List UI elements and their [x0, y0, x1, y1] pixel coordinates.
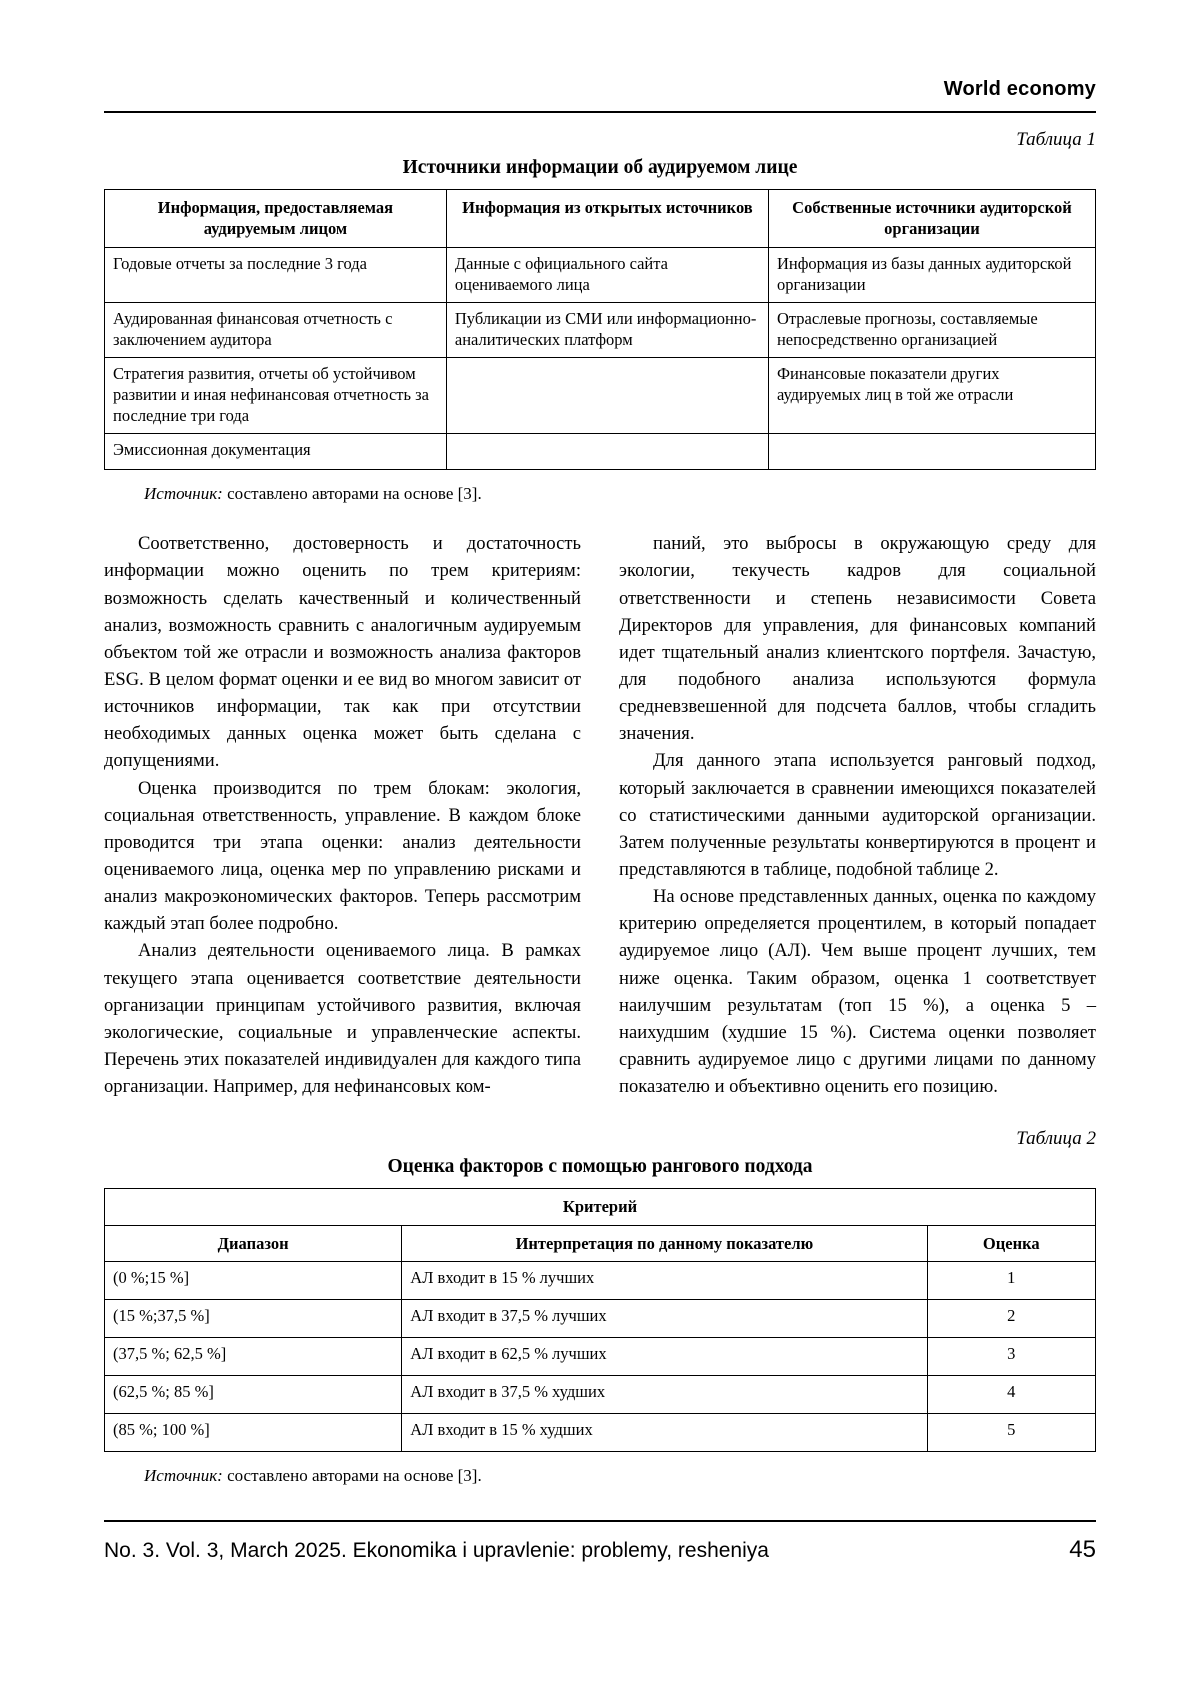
table-row: [105, 1338, 1096, 1376]
table1-header-cell: Информация, предоставляемая аудируемым лицом: [105, 190, 447, 248]
table2-cell-range: (85 %; 100 %]: [105, 1414, 402, 1452]
table1-title: Источники информации об аудируемом лице: [402, 157, 798, 178]
right-column: [619, 530, 1096, 1100]
table-row: [105, 434, 1096, 470]
table2: [104, 1188, 1096, 1452]
header-divider: [104, 111, 1096, 113]
table-row: [105, 247, 1096, 302]
paragraph: Анализ деятельности оцениваемого лица. В рамках текущего этапа оценивается соответствие деятельности организации принципам устойчивого развития, включая экологические, социальные и управленческие аспекты. Перечень этих показателей индивидуален для каждого типа организации. Например, для нефинансовых ком-: [104, 940, 581, 1098]
table1-cell: Стратегия развития, отчеты об устойчивом развитии и иная нефинансовая отчетность за последние три года: [105, 358, 447, 434]
table-row: [105, 303, 1096, 358]
table2-header-row: [105, 1225, 1096, 1261]
table1-cell: Аудированная финансовая отчетность с заключением аудитора: [105, 303, 447, 358]
left-column: [104, 530, 581, 1100]
table2-cell-interpretation: АЛ входит в 15 % худших: [402, 1414, 927, 1452]
paragraph: На основе представленных данных, оценка по каждому критерию определяется процентилем, в который попадает аудируемое лицо (АЛ). Чем выше процент лучших, тем ниже оценка. Таким образом, оценка 1 соответствует наилучшим результатам (топ 15 %), а оценка 5 – наихудшим (худшие 15 %). Система оценки позволяет сравнить аудируемое лицо с другими лицами по данному показателю и объективно оценить его позицию.: [619, 886, 1096, 1098]
table1-number: Таблица 1: [1016, 129, 1096, 150]
table2-source: [144, 1466, 1096, 1486]
footer-divider: [104, 1520, 1096, 1522]
table1-cell: Информация из базы данных аудиторской организации: [768, 247, 1095, 302]
table2-source-label: Источник:: [144, 1466, 223, 1486]
table2-cell-interpretation: АЛ входит в 37,5 % лучших: [402, 1300, 927, 1338]
table1-cell: Финансовые показатели других аудируемых лиц в той же отрасли: [768, 358, 1095, 434]
table2-header-cell: Интерпретация по данному показателю: [402, 1225, 927, 1261]
table2-number: Таблица 2: [1016, 1128, 1096, 1150]
table1-cell: Данные с официального сайта оцениваемого лица: [446, 247, 768, 302]
table1-header-row: [105, 190, 1096, 248]
table1-header-cell: Собственные источники аудиторской организации: [768, 190, 1095, 248]
table2-group-header-row: [105, 1189, 1096, 1225]
table1-cell: Отраслевые прогнозы, составляемые непосредственно организацией: [768, 303, 1095, 358]
table2-header-cell: Диапазон: [105, 1225, 402, 1261]
footer-citation: No. 3. Vol. 3, March 2025. Ekonomika i upravlenie: problemy, resheniya: [104, 1539, 769, 1563]
table2-cell-range: (37,5 %; 62,5 %]: [105, 1338, 402, 1376]
paragraph: Оценка производится по трем блокам: экология, социальная ответственность, управление. В каждом блоке проводится три этапа оценки: анализ деятельности оцениваемого лица, оценка мер по управлению рисками и анализ макроэкономических факторов. Теперь рассмотрим каждый этап более подробно.: [104, 777, 581, 935]
table2-group-header: Критерий: [105, 1189, 1096, 1225]
table2-source-text: составлено авторами на основе [3].: [227, 1466, 482, 1486]
table2-cell-range: (62,5 %; 85 %]: [105, 1376, 402, 1414]
table2-cell-interpretation: АЛ входит в 62,5 % лучших: [402, 1338, 927, 1376]
table1-source-text: составлено авторами на основе [3].: [227, 484, 482, 504]
paragraph: Для данного этапа используется ранговый подход, который заключается в сравнении имеющихся показателей со статистическими данными аудиторской организации. Затем полученные результаты конвертируются в процент и представляются в таблице, подобной таблице 2.: [619, 750, 1096, 880]
body-columns: [104, 530, 1096, 1100]
table2-cell-interpretation: АЛ входит в 15 % лучших: [402, 1262, 927, 1300]
table-row: [105, 1376, 1096, 1414]
footer: [104, 1536, 1096, 1564]
table1: [104, 189, 1096, 470]
table1-cell: [446, 434, 768, 470]
table1-cell: [446, 358, 768, 434]
table2-cell-score: 2: [927, 1300, 1095, 1338]
table2-cell-score: 1: [927, 1262, 1095, 1300]
table2-header-cell: Оценка: [927, 1225, 1095, 1261]
table1-cell: Публикации из СМИ или информационно-аналитических платформ: [446, 303, 768, 358]
paragraph: Соответственно, достоверность и достаточность информации можно оценить по трем критериям: возможность сделать качественный и количественный анализ, возможность сравнить с аналогичным аудируемым объектом той же отрасли и возможность анализа факторов ESG. В целом формат оценки и ее вид во многом зависит от источников информации, так как при отсутствии необходимых данных оценка может быть сделана с допущениями.: [104, 533, 581, 772]
table-row: [105, 1262, 1096, 1300]
table-row: [105, 1300, 1096, 1338]
table-row: [105, 358, 1096, 434]
table2-cell-range: (15 %;37,5 %]: [105, 1300, 402, 1338]
table2-cell-score: 3: [927, 1338, 1095, 1376]
table1-cell: [768, 434, 1095, 470]
table1-source: [144, 484, 1096, 504]
running-head: World economy: [943, 78, 1096, 100]
table1-source-label: Источник:: [144, 484, 223, 504]
table-row: [105, 1414, 1096, 1452]
table1-header-cell: Информация из открытых источников: [446, 190, 768, 248]
paragraph: паний, это выбросы в окружающую среду для экологии, текучесть кадров для социальной ответственности и степень независимости Совета Директоров для управления, для финансовых компаний идет тщательный анализ клиентского портфеля. Зачастую, для подобного анализа используются формула средневзвешенной для подсчета баллов, чтобы сгладить значения.: [619, 533, 1096, 745]
table2-cell-interpretation: АЛ входит в 37,5 % худших: [402, 1376, 927, 1414]
table1-cell: Эмиссионная документация: [105, 434, 447, 470]
table1-cell: Годовые отчеты за последние 3 года: [105, 247, 447, 302]
table2-cell-score: 4: [927, 1376, 1095, 1414]
table2-cell-score: 5: [927, 1414, 1095, 1452]
table2-title: Оценка факторов с помощью рангового подхода: [387, 1156, 813, 1178]
table2-cell-range: (0 %;15 %]: [105, 1262, 402, 1300]
page-number: 45: [1069, 1536, 1096, 1564]
